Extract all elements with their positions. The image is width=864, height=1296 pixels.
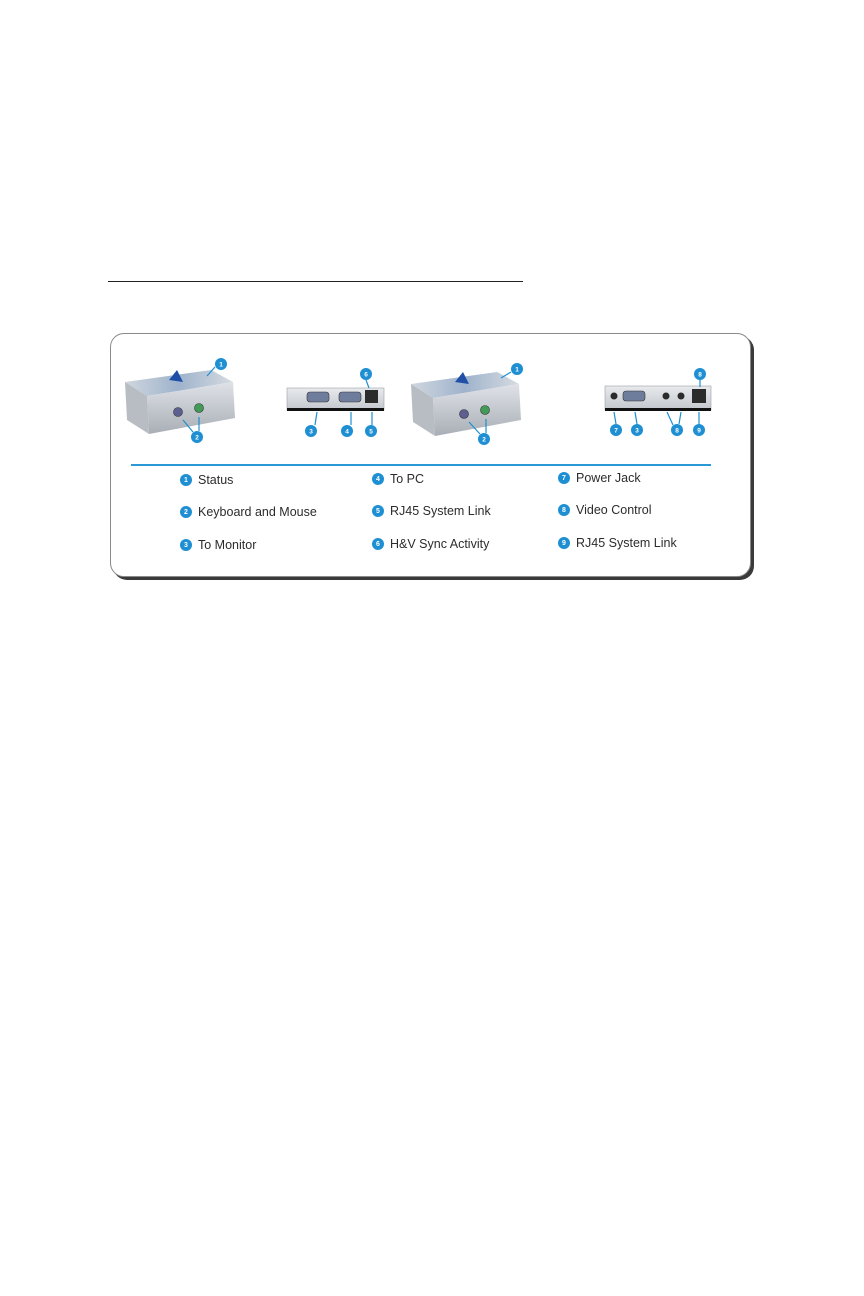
heading-underline: [108, 281, 523, 282]
legend-label: H&V Sync Activity: [390, 537, 490, 551]
legend-number-badge: 9: [558, 537, 570, 549]
unit1-front-photo: [125, 358, 235, 443]
svg-text:4: 4: [345, 428, 349, 436]
legend-item-hv-sync-activity: [372, 536, 489, 552]
legend-label: RJ45 System Link: [390, 504, 491, 518]
svg-text:8: 8: [698, 371, 702, 379]
svg-text:3: 3: [635, 427, 639, 435]
svg-text:8: 8: [675, 427, 679, 435]
legend-label: Video Control: [576, 503, 652, 517]
svg-text:6: 6: [364, 371, 368, 379]
legend-item-to-monitor: [180, 537, 256, 553]
legend-number-badge: 2: [180, 506, 192, 518]
legend-label: To PC: [390, 472, 425, 486]
device-photos: [111, 334, 752, 464]
legend-label: Power Jack: [576, 471, 641, 485]
legend-number-badge: 4: [372, 473, 384, 485]
legend-item-power-jack: [558, 470, 641, 486]
legend-label: Keyboard and Mouse: [198, 505, 317, 519]
legend-label: RJ45 System Link: [576, 536, 677, 550]
legend-item-rj45-system-link-2: [558, 535, 677, 551]
svg-text:2: 2: [195, 434, 199, 442]
legend-number-badge: 5: [372, 505, 384, 517]
svg-text:9: 9: [697, 427, 701, 435]
legend-number-badge: 6: [372, 538, 384, 550]
legend-item-status: [180, 472, 233, 488]
unit1-rear-photo: [287, 368, 384, 437]
legend-number-badge: 8: [558, 504, 570, 516]
legend-item-rj45-system-link: [372, 503, 491, 519]
unit2-front-photo: [411, 363, 523, 445]
unit2-rear-photo: [605, 368, 711, 436]
connector-diagram-panel: [110, 333, 751, 577]
legend-number-badge: 3: [180, 539, 192, 551]
svg-text:3: 3: [309, 428, 313, 436]
svg-text:1: 1: [219, 361, 223, 369]
svg-text:1: 1: [515, 366, 519, 374]
legend-item-video-control: [558, 502, 652, 518]
legend-number-badge: 1: [180, 474, 192, 486]
legend-label: Status: [198, 473, 234, 487]
legend-divider: [131, 464, 711, 466]
svg-text:5: 5: [369, 428, 373, 436]
legend-label: To Monitor: [198, 538, 257, 552]
svg-text:7: 7: [614, 427, 618, 435]
legend-item-to-pc: [372, 471, 424, 487]
legend-item-keyboard-mouse: [180, 504, 317, 520]
svg-text:2: 2: [482, 436, 486, 444]
legend-number-badge: 7: [558, 472, 570, 484]
